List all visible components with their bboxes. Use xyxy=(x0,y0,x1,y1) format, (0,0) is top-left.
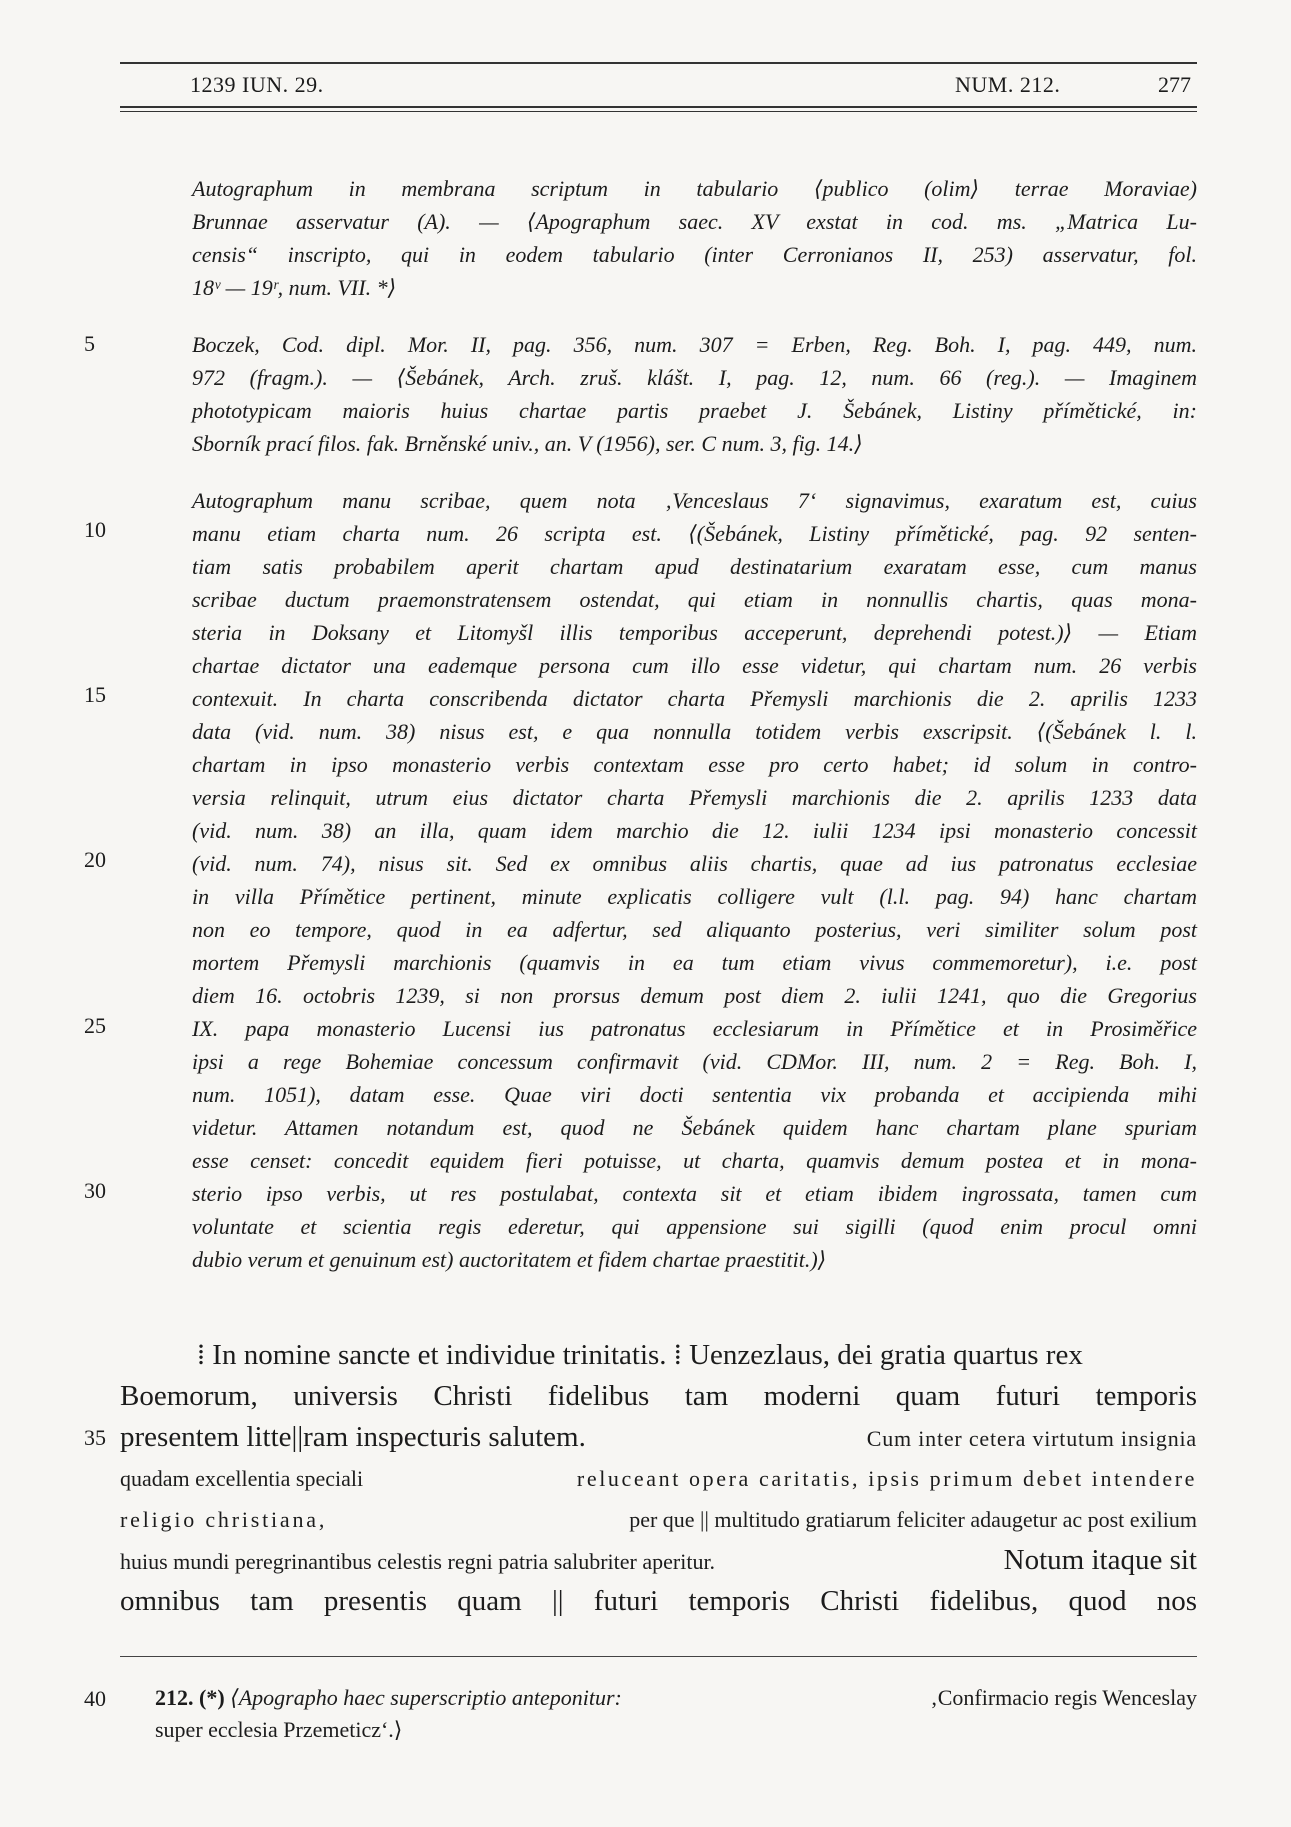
text-line: Autographum in membrana scriptum in tabulario ⟨publico (olim⟩ terrae Moraviae) xyxy=(192,176,1197,201)
text-line: ipsi a rege Bohemiae concessum confirmavit (vid. CDMor. III, num. 2 = Reg. Boh. I, xyxy=(192,1049,1197,1074)
text-line: IX. papa monasterio Lucensi ius patronatus ecclesiarum in Přímětice et in Prosiměřice xyxy=(192,1016,1197,1041)
apparatus-paragraph-commentary xyxy=(192,484,1197,1276)
text-line: data (vid. num. 38) nisus est, e qua nonnulla totidem verbis exscripsit. ⟨(Šebánek l. l. xyxy=(192,719,1197,744)
text-line: manu etiam charta num. 26 scripta est. ⟨(Šebánek, Listiny přímětické, pag. 92 senten- xyxy=(192,521,1197,546)
text-segment-spaced: reluceant opera caritatis, ipsis primum debet intendere xyxy=(576,1466,1197,1491)
line-number: 15 xyxy=(84,682,106,707)
footnote-lead xyxy=(155,1682,622,1714)
text-line: dubio verum et genuinum est) auctoritatem et fidem chartae praestitit.)⟩ xyxy=(192,1247,827,1272)
text-line: super ecclesia Przemeticz‘.⟩ xyxy=(155,1717,403,1742)
text-segment: quadam excellentia speciali xyxy=(120,1466,364,1491)
text-line: tiam satis probabilem aperit chartam apud destinatarium exaratam esse, cum manus xyxy=(192,554,1197,579)
footnote-quote: ‚Confirmacio regis Wenceslay xyxy=(930,1685,1197,1710)
text-line xyxy=(120,1417,1197,1458)
text-line: versia relinquit, utrum eius dictator charta Přemysli marchionis die 2. aprilis 1233 data xyxy=(192,785,1197,810)
charter-text xyxy=(120,1335,1197,1622)
text-line: omnibus tam presentis quam || futuri temporis Christi fidelibus, quod nos xyxy=(120,1585,1197,1617)
header-document-number: NUM. 212. xyxy=(955,72,1061,97)
text-line: sterio ipso verbis, ut res postulabat, contexta sit et etiam ibidem ingrossata, tamen cum xyxy=(192,1181,1197,1206)
text-line: Brunnae asservatur (A). — ⟨Apographum saec. XV exstat in cod. ms. „Matrica Lu- xyxy=(192,209,1197,234)
text-line: 18ᵛ — 19ʳ, num. VII. *⟩ xyxy=(192,275,397,300)
text-line: diem 16. octobris 1239, si non prorsus demum post diem 2. iulii 1241, quo die Gregorius xyxy=(192,983,1197,1008)
text-line xyxy=(155,1682,1197,1714)
text-line: 972 (fragm.). — ⟨Šebánek, Arch. zruš. klášt. I, pag. 12, num. 66 (reg.). — Imaginem xyxy=(192,365,1197,390)
text-line: Boczek, Cod. dipl. Mor. II, pag. 356, num. 307 = Erben, Reg. Boh. I, pag. 449, num. xyxy=(192,332,1197,357)
text-line: chartam in ipso monasterio verbis contextam esse pro certo habet; id solum in contro- xyxy=(192,752,1197,777)
text-line: (vid. num. 74), nisus sit. Sed ex omnibus aliis chartis, quae ad ius patronatus ecclesiae xyxy=(192,851,1197,876)
text-line: esse censet: concedit equidem fieri potuisse, ut charta, quamvis demum postea et in mona- xyxy=(192,1148,1197,1173)
text-segment: presentem litte||ram inspecturis salutem. xyxy=(120,1421,586,1453)
footnote-number: 212. xyxy=(155,1685,194,1710)
text-line: Sborník prací filos. fak. Brněnské univ., an. V (1956), ser. C num. 3, fig. 14.⟩ xyxy=(192,431,863,456)
footnote-rule xyxy=(120,1656,1197,1657)
text-line: voluntate et scientia regis ederetur, qui appensione sui sigilli (quod enim procul omni xyxy=(192,1214,1197,1239)
footnote xyxy=(155,1682,1197,1746)
text-line: censis“ inscripto, qui in eodem tabulario (inter Cerronianos II, 253) asservatur, fol. xyxy=(192,242,1197,267)
text-line: phototypicam maioris huius chartae partis praebet J. Šebánek, Listiny přímětické, in: xyxy=(192,398,1197,423)
line-number: 25 xyxy=(84,1013,106,1038)
header-rule-top xyxy=(120,62,1197,64)
text-line: Boemorum, universis Christi fidelibus tam moderni quam futuri temporis xyxy=(120,1380,1197,1412)
apparatus-paragraph-source xyxy=(192,172,1197,304)
line-number: 40 xyxy=(84,1686,106,1711)
footnote-mark: (*) xyxy=(199,1685,225,1710)
text-segment: Notum itaque sit xyxy=(1003,1544,1197,1576)
text-line xyxy=(120,1458,1197,1499)
text-line: non eo tempore, quod in ea adfertur, sed aliquanto posterius, veri similiter solum post xyxy=(192,917,1197,942)
apparatus-paragraph-editions xyxy=(192,328,1197,460)
text-line: in villa Přímětice pertinent, minute explicatis colligere vult (l.l. pag. 94) hanc chartam xyxy=(192,884,1197,909)
text-segment: Cum inter cetera virtutum insignia xyxy=(866,1426,1197,1451)
text-line xyxy=(120,1540,1197,1581)
line-number: 20 xyxy=(84,847,106,872)
text-line: scribae ductum praemonstratensem ostendat, qui etiam in nonnullis chartis, quas mona- xyxy=(192,587,1197,612)
line-number: 35 xyxy=(84,1425,106,1450)
text-line: steria in Doksany et Litomyšl illis temporibus acceperunt, deprehendi potest.)⟩ — Etiam xyxy=(192,620,1197,645)
text-line: videtur. Attamen notandum est, quod ne Šebánek quidem hanc chartam plane spuriam xyxy=(192,1115,1197,1140)
text-line xyxy=(120,1499,1197,1540)
text-line: Autographum manu scribae, quem nota ‚Venceslaus 7‘ signavimus, exaratum est, cuius xyxy=(192,488,1197,513)
line-number: 30 xyxy=(84,1178,106,1203)
text-line: ⁞ In nomine sancte et individue trinitatis. ⁞ Uenzezlaus, dei gratia quartus rex xyxy=(197,1339,1083,1371)
header-date: 1239 IUN. 29. xyxy=(190,72,324,97)
line-number: 5 xyxy=(84,331,95,356)
text-line: num. 1051), datam esse. Quae viri docti sententia vix probanda et accipienda mihi xyxy=(192,1082,1197,1107)
header-rule-bottom-thin xyxy=(120,111,1197,112)
page-number: 277 xyxy=(1158,72,1191,97)
text-line: contexuit. In charta conscribenda dictator charta Přemysli marchionis die 2. aprilis 1233 xyxy=(192,686,1197,711)
line-number: 10 xyxy=(84,517,106,542)
text-line: (vid. num. 38) an illa, quam idem marchio die 12. iulii 1234 ipsi monasterio concessit xyxy=(192,818,1197,843)
text-segment: huius mundi peregrinantibus celestis regni patria salubriter aperitur. xyxy=(120,1549,716,1574)
text-segment-spaced: religio christiana, xyxy=(120,1507,328,1532)
text-segment: per que || multitudo gratiarum feliciter adaugetur ac post exilium xyxy=(629,1507,1197,1532)
header-rule-bottom xyxy=(120,106,1197,108)
text-line: mortem Přemysli marchionis (quamvis in ea tum etiam vivus commemoretur), i.e. post xyxy=(192,950,1197,975)
footnote-italic: ⟨Apographo haec superscriptio anteponitur: xyxy=(230,1685,622,1710)
text-line: chartae dictator una eademque persona cum illo esse videtur, qui chartam num. 26 verbis xyxy=(192,653,1197,678)
